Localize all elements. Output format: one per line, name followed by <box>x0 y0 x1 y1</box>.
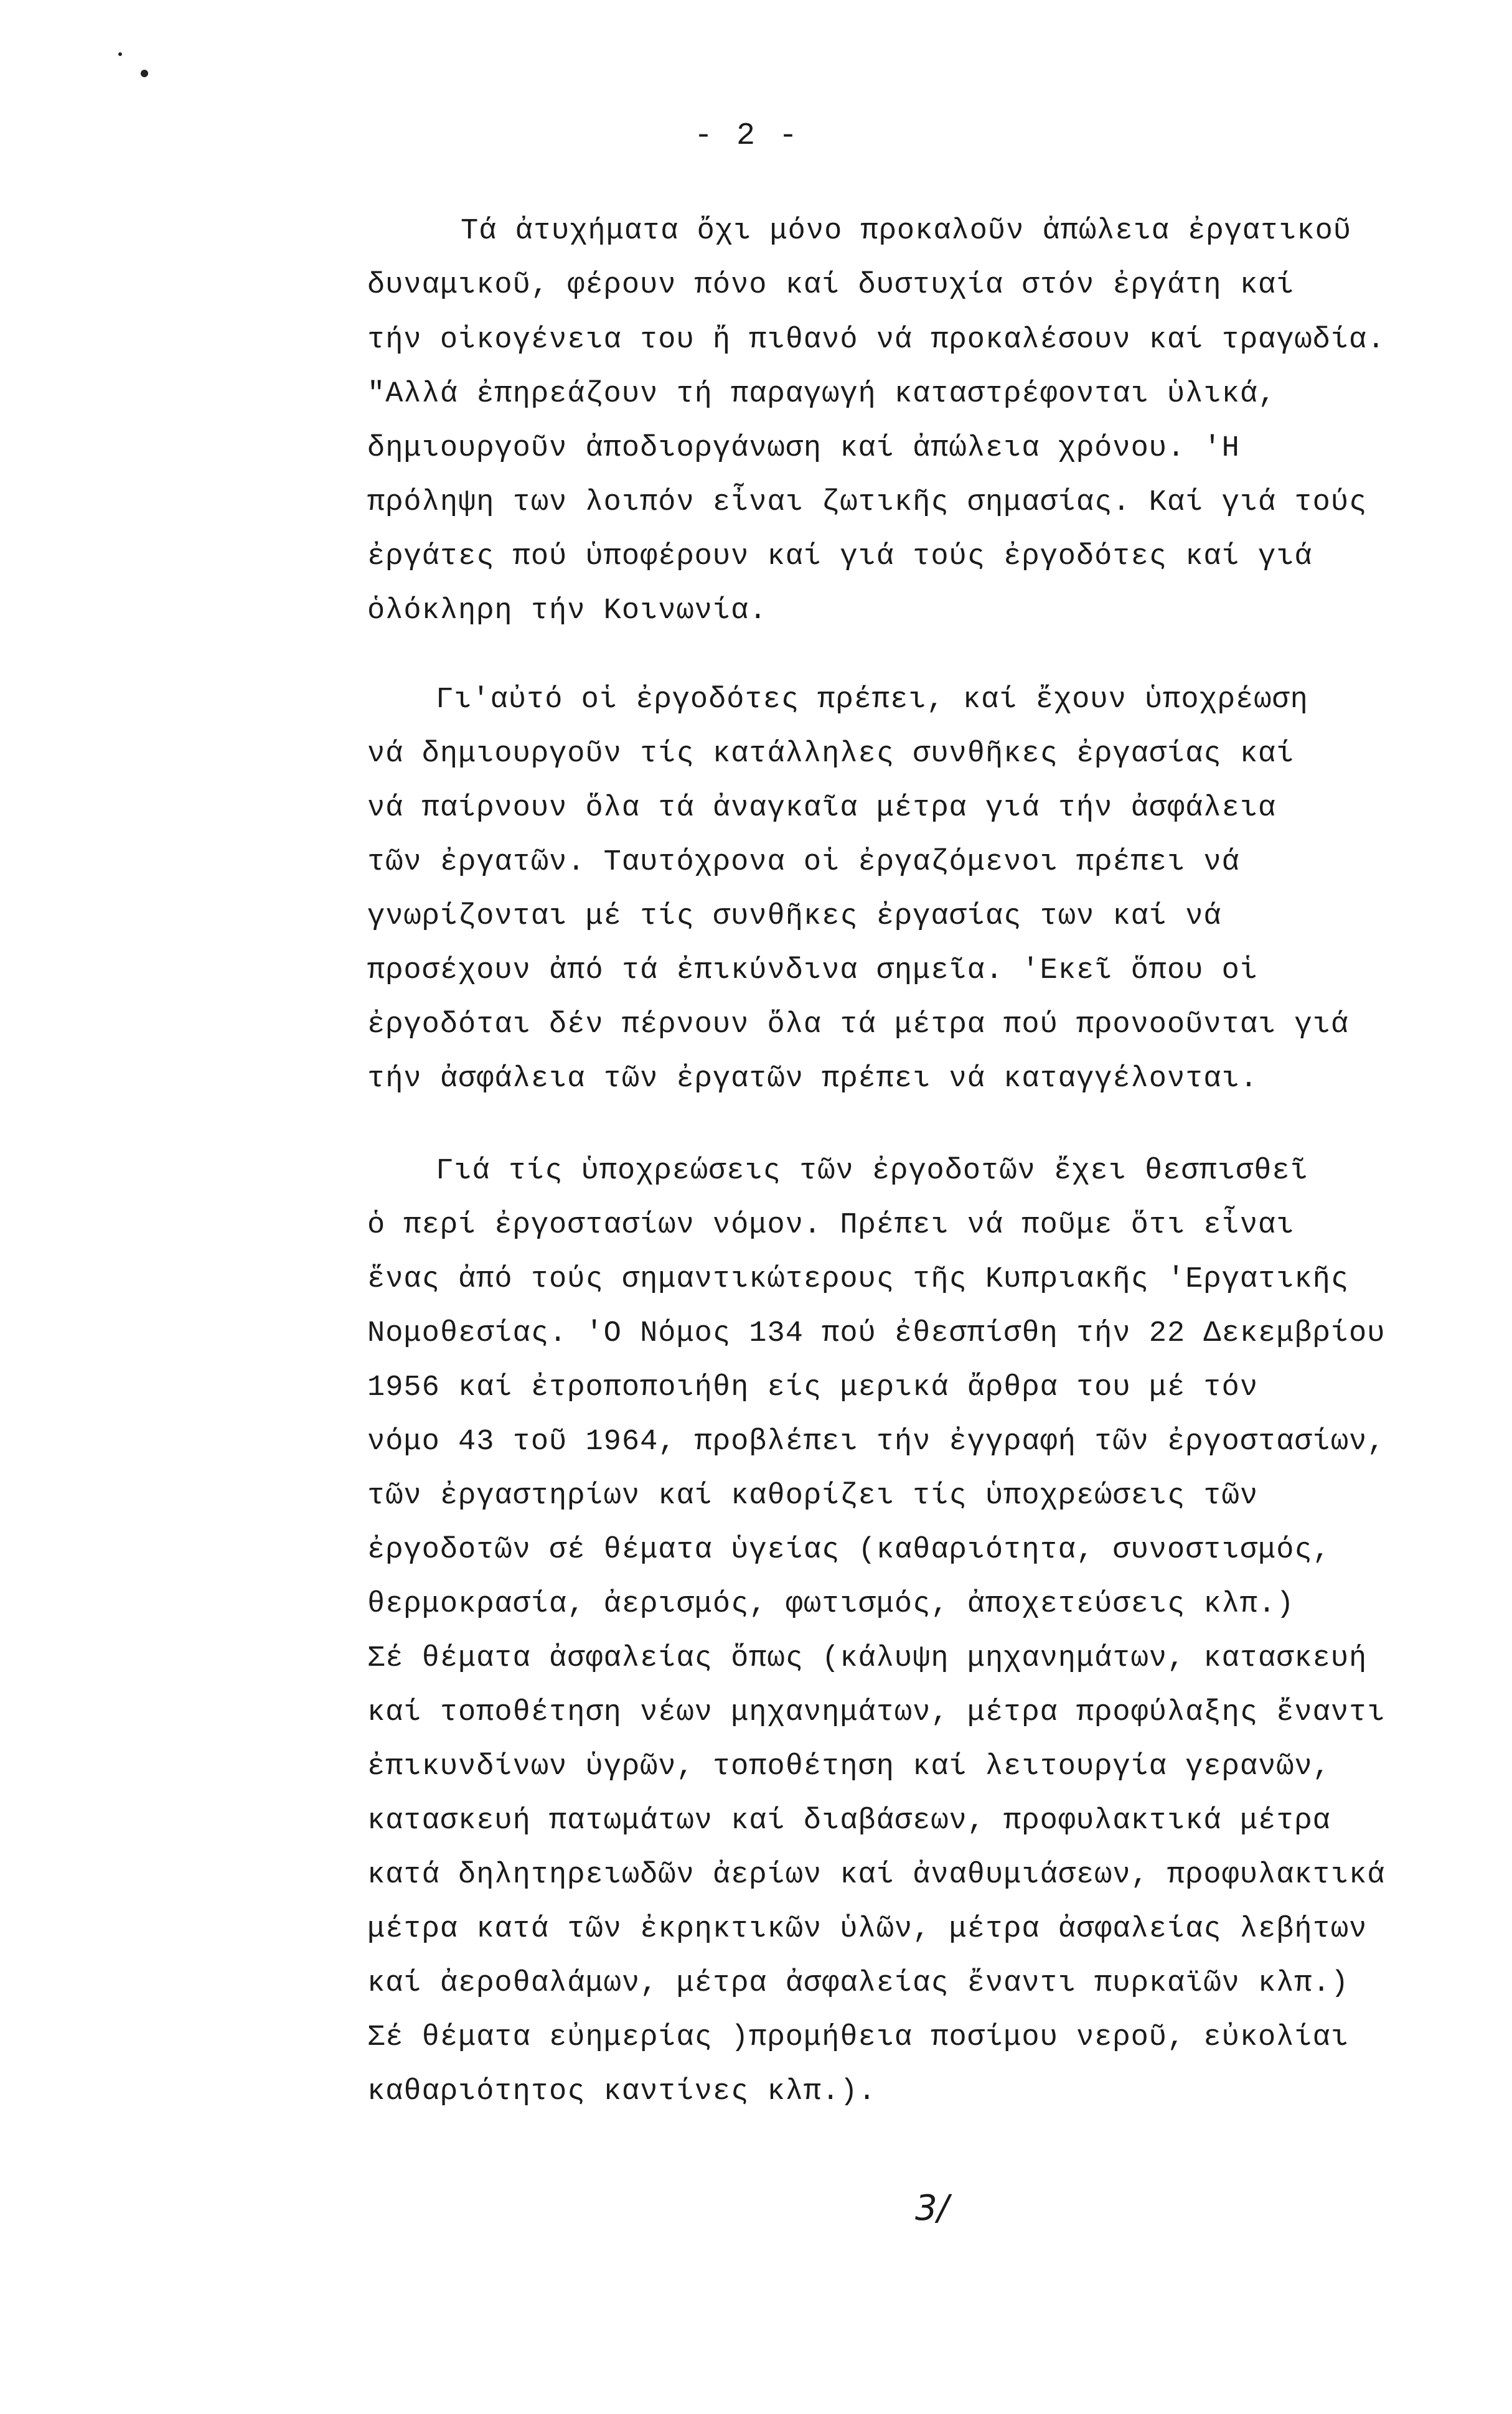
text-line: καθαριότητος καντίνες κλπ.). <box>367 2075 876 2108</box>
page-number: - 2 - <box>694 118 801 154</box>
text-line: Γι'αὐτό οἱ ἐργοδότες πρέπει, καί ἔχουν ὑποχρέωση <box>436 683 1308 716</box>
text-line: δυναμικοῦ, φέρουν πόνο καί δυστυχία στόν ἐργάτη καί <box>367 269 1295 302</box>
text-line: τῶν ἐργατῶν. Ταυτόχρονα οἱ ἐργαζόμενοι πρέπει νά <box>367 846 1240 879</box>
text-line: "Αλλά ἐπηρεάζουν τή παραγωγή καταστρέφονται ὑλικά, <box>367 378 1277 411</box>
text-line: δημιουργοῦν ἀποδιοργάνωση καί ἀπώλεια χρόνου. 'Η <box>367 432 1240 465</box>
text-line: ὁ περί ἐργοστασίων νόμον. Πρέπει νά ποῦμε ὅτι εἶναι <box>367 1209 1295 1242</box>
text-line: ἐργοδόται δέν πέρνουν ὅλα τά μέτρα πού προνοοῦνται γιά <box>367 1008 1350 1041</box>
text-line: ὁλόκληρη τήν Κοινωνία. <box>367 594 768 627</box>
text-line: ἐργάτες πού ὑποφέρουν καί γιά τούς ἐργοδότες καί γιά <box>367 540 1313 573</box>
text-line: Σέ θέματα ἀσφαλείας ὅπως (κάλυψη μηχανημάτων, κατασκευή <box>367 1642 1368 1675</box>
scan-speck <box>118 52 122 56</box>
text-line: τῶν ἐργαστηρίων καί καθορίζει τίς ὑποχρεώσεις τῶν <box>367 1480 1259 1513</box>
text-line: τήν ἀσφάλεια τῶν ἐργατῶν πρέπει νά καταγγέλονται. <box>367 1063 1259 1096</box>
text-line: θερμοκρασία, ἀερισμός, φωτισμός, ἀποχετεύσεις κλπ.) <box>367 1588 1295 1621</box>
text-line: καί τοποθέτηση νέων μηχανημάτων, μέτρα προφύλαξης ἔναντι <box>367 1696 1386 1729</box>
text-line: προσέχουν ἀπό τά ἐπικύνδινα σημεῖα. 'Εκεῖ ὅπου οἱ <box>367 954 1259 987</box>
text-line: κατασκευή πατωμάτων καί διαβάσεων, προφυλακτικά μέτρα <box>367 1805 1331 1838</box>
next-page-reference: 3/ <box>915 2188 949 2228</box>
text-line: κατά δηλητηρειωδῶν ἀερίων καί ἀναθυμιάσεων, προφυλακτικά <box>367 1859 1386 1892</box>
text-line: καί ἀεροθαλάμων, μέτρα ἀσφαλείας ἔναντι πυρκαϊῶν κλπ.) <box>367 1967 1350 2000</box>
text-line: γνωρίζονται μέ τίς συνθῆκες ἐργασίας των καί νά <box>367 900 1222 933</box>
text-line: ἐπικυνδίνων ὑγρῶν, τοποθέτηση καί λειτουργία γερανῶν, <box>367 1750 1331 1783</box>
scan-speck <box>141 70 148 77</box>
text-line: 1956 καί ἐτροποποιήθη είς μερικά ἄρθρα του μέ τόν <box>367 1371 1259 1404</box>
text-line: ἕνας ἀπό τούς σημαντικώτερους τῆς Κυπριακῆς 'Εργατικῆς <box>367 1263 1350 1296</box>
text-line: πρόληψη των λοιπόν εἶναι ζωτικῆς σημασίας. Καί γιά τούς <box>367 486 1368 519</box>
text-line: Γιά τίς ὑποχρεώσεις τῶν ἐργοδοτῶν ἔχει θεσπισθεῖ <box>436 1155 1308 1188</box>
text-line: νόμο 43 τοῦ 1964, προβλέπει τήν ἐγγραφή τῶν ἐργοστασίων, <box>367 1425 1386 1458</box>
text-line: ἐργοδοτῶν σέ θέματα ὑγείας (καθαριότητα, συνοστισμός, <box>367 1534 1331 1567</box>
text-line: μέτρα κατά τῶν ἐκρηκτικῶν ὑλῶν, μέτρα ἀσφαλείας λεβήτων <box>367 1913 1368 1946</box>
text-line: νά δημιουργοῦν τίς κατάλληλες συνθῆκες ἐργασίας καί <box>367 738 1295 771</box>
text-line: Νομοθεσίας. 'Ο Νόμος 134 πού ἐθεσπίσθη τήν 22 Δεκεμβρίου <box>367 1317 1386 1350</box>
text-line: Τά ἀτυχήματα ὄχι μόνο προκαλοῦν ἀπώλεια ἐργατικοῦ <box>461 215 1352 248</box>
text-line: Σέ θέματα εὐημερίας )προμήθεια ποσίμου νεροῦ, εὐκολίαι <box>367 2021 1350 2054</box>
text-line: τήν οἰκογένεια του ἤ πιθανό νά προκαλέσουν καί τραγωδία. <box>367 324 1386 357</box>
text-line: νά παίρνουν ὅλα τά ἀναγκαῖα μέτρα γιά τήν ἀσφάλεια <box>367 792 1277 825</box>
